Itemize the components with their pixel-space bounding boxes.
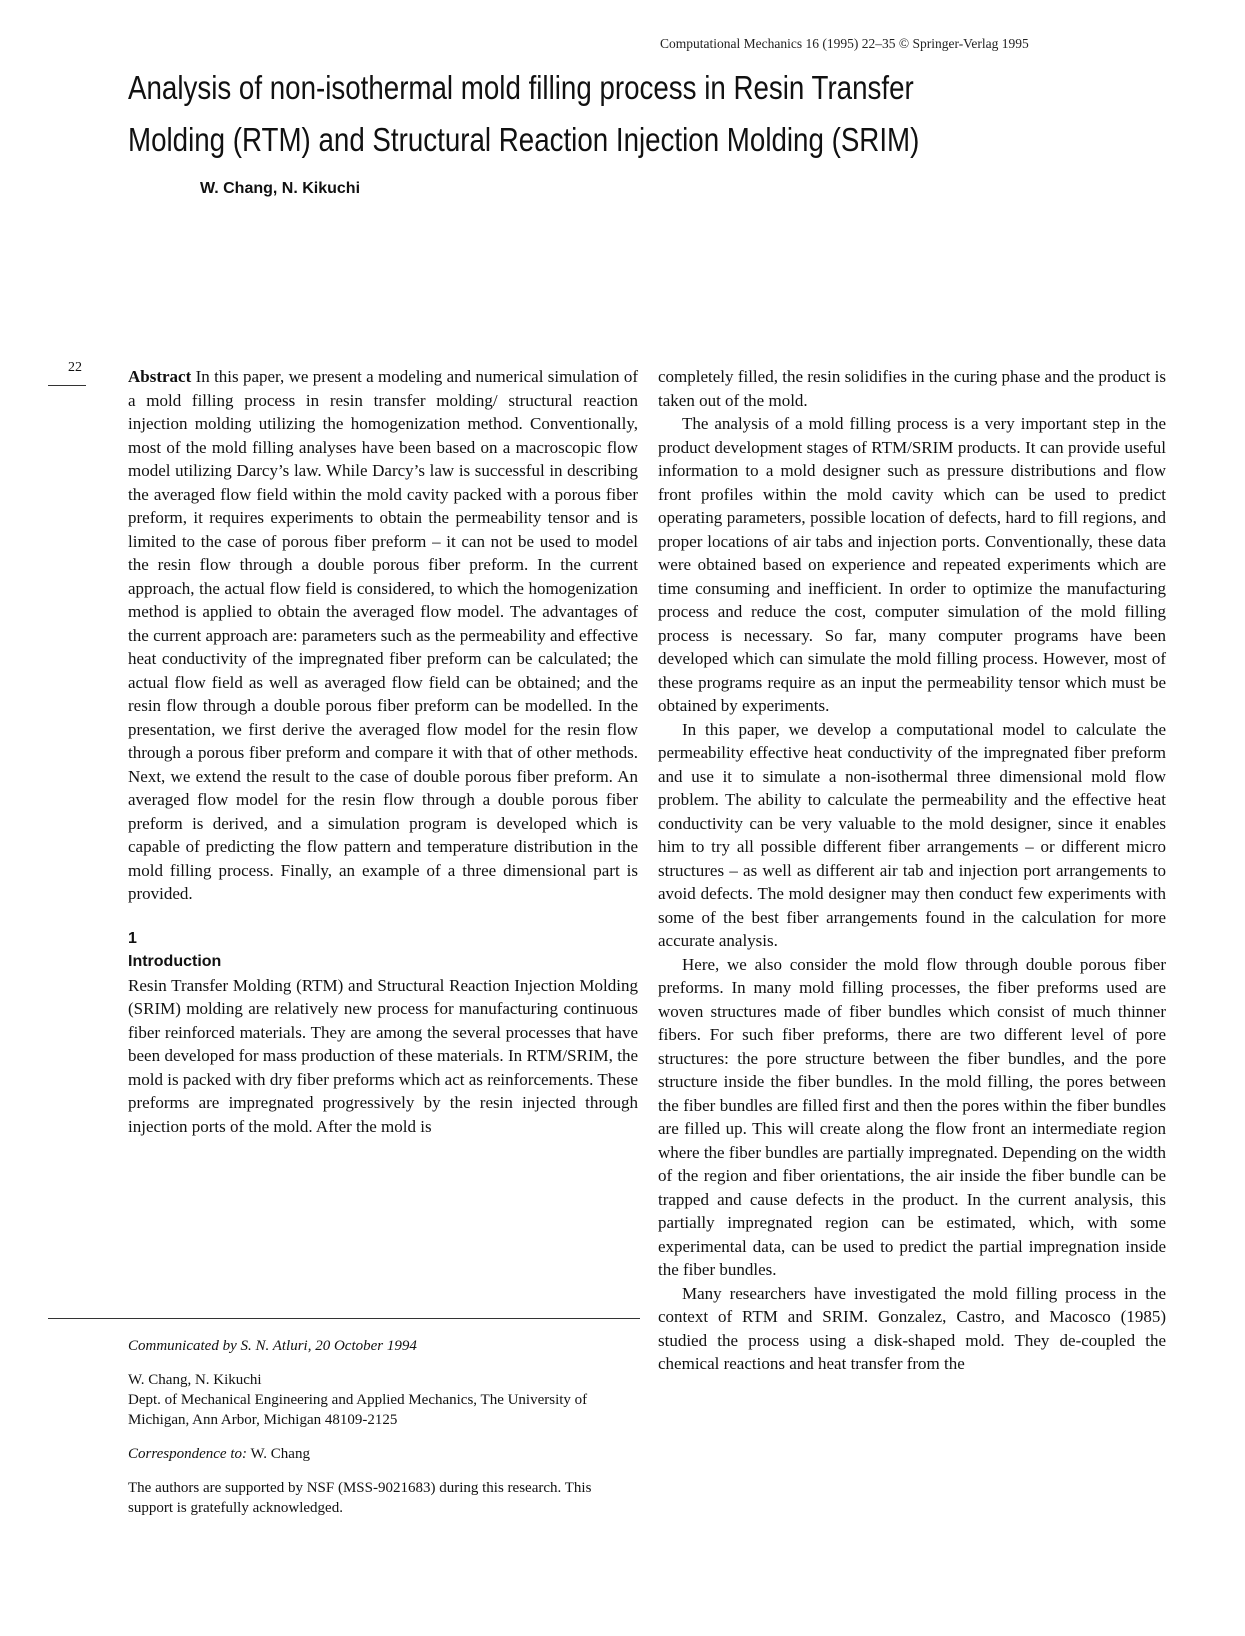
intro-paragraph-2: The analysis of a mold filling process is a very important step in the product development stages of RTM/SRIM products. It can provide useful information to a mold designer such as pressure distributions and flow front profiles within the mold cavity which can be used to predict operating parameters, possible location of defects, hard to fill regions, and proper locations of air tabs and injection ports. Conventionally, these data were obtained based on experience and repeated experiments which are time consuming and inefficient. In order to optimize the manufacturing process and reduce the cost, computer simulation of the mold filling process is necessary. So far, many computer programs have been developed which can simulate the mold filling process. However, most of these programs require as an input the permeability tensor which must be obtained by experiments. — [658, 414, 1166, 715]
funding-note: The authors are supported by NSF (MSS-9021683) during this research. This support is gratefully acknowledged. — [128, 1480, 592, 1516]
correspondence-note — [128, 1444, 638, 1464]
footnote-affiliation: Dept. of Mechanical Engineering and Applied Mechanics, The University of Michigan, Ann Arbor, Michigan 48109-2125 — [128, 1392, 588, 1428]
page-number: 22 — [68, 360, 82, 375]
title-line-2: Molding (RTM) and Structural Reaction Injection Molding (SRIM) — [128, 121, 920, 158]
intro-paragraph-4: Here, we also consider the mold flow through double porous fiber preforms. In many mold filling processes, the fiber preforms used are woven structures made of fiber bundles which consist of much thinner fibers. For such fiber preforms, there are two different level of pore structures: the pore structure between the fiber bundles, and the pore structure inside the fiber bundles. In the mold filling, the pores between the fiber bundles are filled first and then the pores within the fiber bundles are filled up. This will create along the flow front an intermediate region where the fiber bundles are partially impregnated. Depending on the width of the region and fiber orientations, the air inside the fiber bundle can be trapped and cause defects in the product. In the current analysis, this partially impregnated region can be estimated, which, with some experimental data, can be used to predict the partial impregnation inside the fiber bundles. — [658, 954, 1166, 1279]
left-column — [128, 365, 638, 1138]
section-number: 1 — [128, 929, 137, 947]
intro-paragraph-1-continued: completely filled, the resin solidifies in the curing phase and the product is taken out of the mold. — [658, 367, 1166, 410]
page-number-rule — [48, 385, 86, 386]
footnotes — [128, 1336, 638, 1518]
right-column — [658, 365, 1166, 1376]
abstract-paragraph — [128, 365, 638, 906]
paper-title — [128, 62, 968, 166]
section-title: Introduction — [128, 952, 222, 970]
correspondence-name: W. Chang — [250, 1446, 310, 1462]
footnote-author-names: W. Chang, N. Kikuchi — [128, 1372, 262, 1388]
communicated-note: Communicated by S. N. Atluri, 20 October 1994 — [128, 1338, 417, 1354]
title-line-1: Analysis of non-isothermal mold filling process in Resin Transfer — [128, 69, 914, 106]
abstract-text: In this paper, we present a modeling and numerical simulation of a mold filling process in resin transfer molding/ structural reaction injection molding utilizing the homogenization method. Conventionally, most of the mold filling analyses have been based on a macroscopic flow model utilizing Darcy’s law. While Darcy’s law is successful in describing the averaged flow field within the mold cavity packed with a porous fiber preform, it requires experiments to obtain the permeability tensor and is limited to the case of porous fiber preform – it can not be used to model the resin flow through a double porous fiber preform. In the current approach, the actual flow field is considered, to which the homogenization method is applied to obtain the averaged flow model. The advantages of the current approach are: parameters such as the permeability and effective heat conductivity of the impregnated fiber preform can be calculated; the actual flow field as well as averaged flow field can be obtained; and the resin flow through a double porous fiber preform can be modelled. In the presentation, we first derive the averaged flow model for the resin flow through a porous fiber preform and compare it with that of other methods. Next, we extend the result to the case of double porous fiber preform. An averaged flow model for the resin flow through a double porous fiber preform is derived, and a simulation program is developed which is capable of predicting the flow pattern and temperature distribution in the mold filling process. Finally, an example of a three dimensional part is provided. — [128, 367, 639, 903]
abstract-label: Abstract — [128, 367, 192, 386]
author-list: W. Chang, N. Kikuchi — [200, 180, 361, 197]
footnote-rule — [48, 1318, 640, 1319]
intro-paragraph-3: In this paper, we develop a computational model to calculate the permeability effective heat conductivity of the impregnated fiber preform and use it to simulate a non-isothermal three dimensional mold flow problem. The ability to calculate the permeability and the effective heat conductivity can be very valuable to the mold designer, since it enables him to try all possible different fiber arrangements – or different micro structures – as well as different air tab and injection port arrangements to avoid defects. The mold designer may then conduct few experiments with some of the best fiber arrangements found in the calculation for more accurate analysis. — [658, 719, 1166, 950]
correspondence-label: Correspondence to: — [128, 1446, 248, 1462]
intro-paragraph-1: Resin Transfer Molding (RTM) and Structural Reaction Injection Molding (SRIM) molding are relatively new process for manufacturing continuous fiber reinforced materials. They are among the several processes that have been developed for mass production of these materials. In RTM/SRIM, the mold is packed with dry fiber preforms which act as reinforcements. These preforms are impregnated progressively by the resin injected through injection ports of the mold. After the mold is — [128, 975, 638, 1136]
intro-paragraph-5: Many researchers have investigated the mold filling process in the context of RTM and SRIM. Gonzalez, Castro, and Macosco (1985) studied the process using a disk-shaped mold. They de-coupled the chemical reactions and heat transfer from the — [658, 1283, 1166, 1373]
journal-header: Computational Mechanics 16 (1995) 22–35 © Springer-Verlag 1995 — [660, 36, 1029, 51]
